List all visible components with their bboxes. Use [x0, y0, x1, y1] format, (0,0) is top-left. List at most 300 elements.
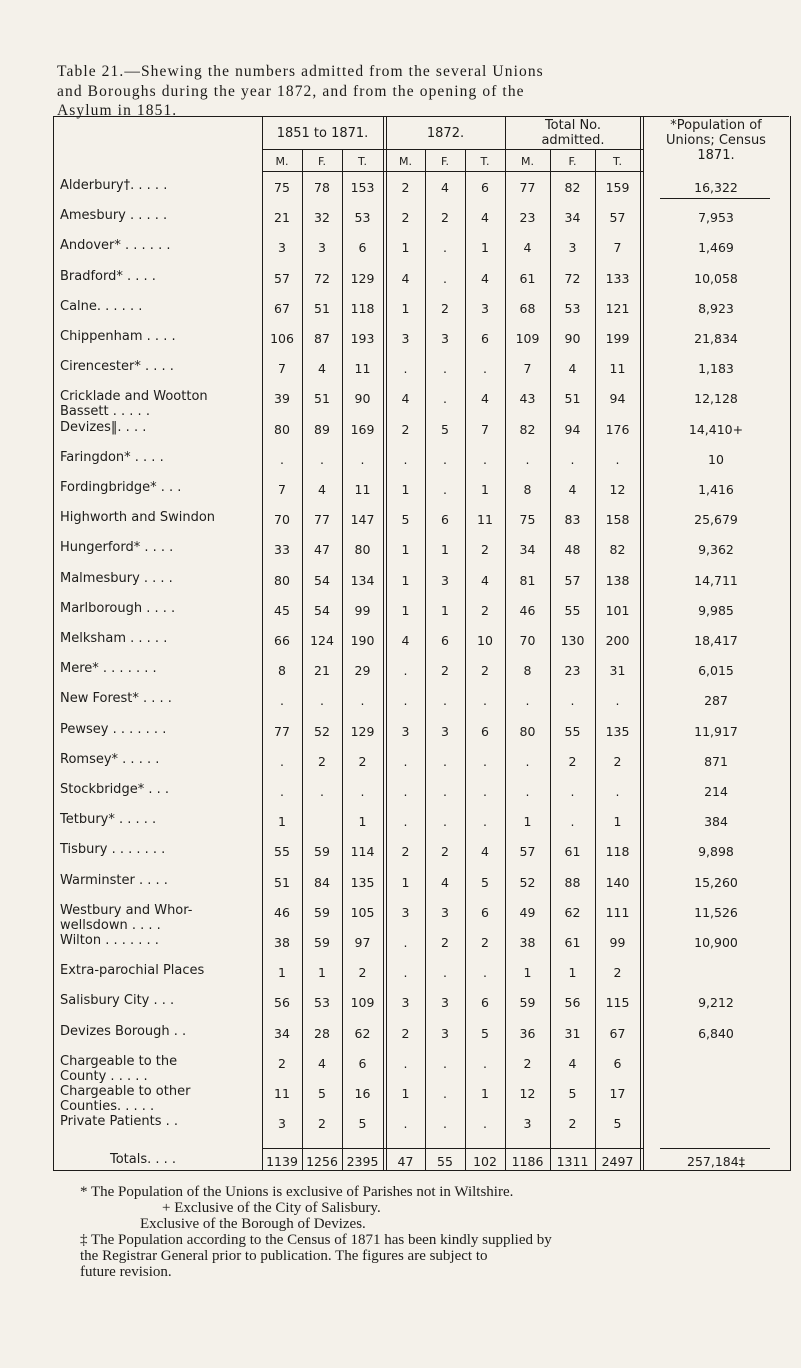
count-cell: 21: [274, 210, 290, 226]
count-cell: 101: [605, 602, 630, 618]
row-label: Tetbury* . . . . .: [60, 812, 157, 828]
count-cell: 1: [523, 965, 532, 981]
table-row: [0, 903, 801, 933]
count-cell: 48: [564, 542, 581, 558]
count-cell: .: [443, 1086, 447, 1101]
population-cell: 12,128: [694, 391, 738, 407]
count-cell: 52: [519, 874, 536, 890]
count-cell: 11: [354, 482, 371, 497]
row-label: Cricklade and Wootton Bassett . . . . .: [60, 389, 208, 420]
count-cell: 5: [481, 874, 489, 890]
count-cell: .: [483, 693, 487, 709]
count-cell: 158: [605, 512, 630, 528]
count-cell: 1: [278, 814, 286, 830]
count-cell: 1: [401, 482, 410, 497]
count-cell: 61: [564, 844, 581, 860]
count-cell: 134: [350, 572, 375, 588]
table-row: [0, 389, 801, 419]
count-cell: 8: [523, 482, 532, 497]
table-row: [0, 571, 801, 601]
table-row: [0, 842, 801, 872]
row-label: Devizes‖. . . .: [60, 419, 147, 435]
count-cell: 1: [318, 965, 326, 981]
row-label: Warminster . . . .: [60, 872, 168, 888]
count-cell: .: [483, 965, 487, 981]
count-cell: .: [615, 693, 620, 709]
count-cell: 87: [314, 331, 330, 346]
count-cell: 99: [609, 935, 626, 950]
count-cell: 77: [274, 723, 290, 739]
count-cell: 6: [481, 995, 489, 1011]
count-cell: 52: [314, 723, 330, 739]
count-cell: 130: [560, 633, 585, 648]
count-cell: 80: [274, 572, 290, 588]
count-cell: 31: [609, 663, 626, 679]
count-cell: .: [403, 1055, 408, 1071]
count-cell: .: [403, 814, 408, 830]
count-cell: 111: [605, 904, 630, 920]
table-row: [0, 450, 801, 480]
count-cell: 51: [564, 391, 581, 407]
count-cell: 4: [401, 270, 410, 286]
count-cell: 153: [350, 180, 375, 195]
population-cell: 10,058: [694, 270, 738, 286]
count-cell: 129: [350, 270, 375, 286]
count-cell: 4: [401, 633, 410, 648]
population-cell: 6,840: [698, 1025, 734, 1041]
count-cell: 6: [441, 512, 449, 528]
count-cell: .: [403, 753, 408, 769]
footnotes: [80, 1184, 780, 1280]
count-cell: 99: [354, 602, 371, 618]
count-cell: 4: [568, 361, 577, 377]
table-row: [0, 722, 801, 752]
count-cell: 54: [314, 602, 330, 618]
table-row: [0, 782, 801, 812]
table-row: [0, 420, 801, 450]
population-cell: 14,410+: [688, 421, 744, 437]
count-cell: .: [403, 693, 408, 709]
count-cell: .: [483, 753, 487, 769]
population-cell: 16,322: [694, 180, 738, 195]
count-cell: 2: [613, 753, 622, 769]
population-cell: 214: [704, 784, 728, 799]
count-cell: 159: [605, 180, 630, 195]
count-cell: 55: [564, 602, 581, 618]
count-cell: 34: [519, 542, 536, 558]
count-cell: 11: [477, 512, 493, 528]
count-cell: 4: [318, 1055, 326, 1071]
count-cell: 61: [564, 935, 581, 950]
count-cell: 1: [401, 240, 410, 256]
count-cell: 2: [523, 1055, 532, 1071]
count-cell: 1: [441, 602, 449, 618]
count-cell: 51: [314, 300, 330, 316]
count-cell: .: [615, 451, 620, 467]
row-label: Devizes Borough . .: [60, 1023, 187, 1039]
population-cell: 10,900: [694, 935, 738, 950]
count-cell: .: [403, 935, 408, 950]
count-cell: 47: [397, 1154, 414, 1169]
count-cell: 46: [274, 904, 290, 920]
count-cell: .: [443, 482, 447, 497]
count-cell: 72: [314, 270, 330, 286]
population-cell: 25,679: [694, 512, 738, 528]
count-cell: 5: [568, 1086, 577, 1101]
row-label: Andover* . . . . . .: [60, 238, 171, 254]
count-cell: 2: [613, 965, 622, 981]
count-cell: 32: [314, 210, 330, 226]
count-cell: .: [483, 451, 487, 467]
count-cell: 6: [358, 240, 367, 256]
count-cell: 3: [441, 723, 449, 739]
count-cell: 67: [274, 300, 290, 316]
count-cell: 29: [354, 663, 371, 679]
count-cell: 12: [609, 482, 626, 497]
count-cell: 1: [481, 482, 489, 497]
row-label: Hungerford* . . . .: [60, 540, 174, 556]
count-cell: 56: [564, 995, 581, 1011]
table-row: [0, 661, 801, 691]
table-row: [0, 601, 801, 631]
count-cell: .: [443, 814, 447, 830]
count-cell: 59: [314, 844, 330, 860]
count-cell: 80: [274, 421, 290, 437]
count-cell: .: [443, 361, 447, 377]
count-cell: 55: [564, 723, 581, 739]
count-cell: 11: [354, 361, 371, 377]
count-cell: 88: [564, 874, 581, 890]
count-cell: .: [483, 784, 487, 799]
count-cell: 4: [318, 361, 326, 377]
count-cell: 2: [441, 844, 449, 860]
count-cell: .: [483, 361, 487, 377]
count-cell: 90: [354, 391, 371, 407]
count-cell: 2: [358, 753, 367, 769]
row-label: Alderbury†. . . . .: [60, 178, 168, 193]
totals-row: [0, 1152, 801, 1182]
count-cell: .: [360, 451, 365, 467]
count-cell: 6: [481, 180, 489, 195]
count-cell: 53: [354, 210, 371, 226]
count-cell: 70: [274, 512, 290, 528]
header-1851-1871: 1851 to 1871.: [276, 126, 369, 141]
count-cell: 124: [310, 633, 334, 648]
count-cell: 3: [441, 331, 449, 346]
count-cell: .: [443, 965, 447, 981]
count-cell: 2: [318, 753, 326, 769]
count-cell: 1: [568, 965, 577, 981]
count-cell: 80: [354, 542, 371, 558]
count-cell: 199: [605, 331, 630, 346]
table-row: [0, 631, 801, 661]
count-cell: 57: [274, 270, 290, 286]
count-cell: .: [403, 965, 408, 981]
count-cell: 57: [609, 210, 626, 226]
count-cell: .: [320, 693, 324, 709]
count-cell: 2: [401, 180, 410, 195]
count-cell: 3: [401, 995, 410, 1011]
count-cell: 31: [564, 1025, 581, 1041]
population-cell: 1,183: [698, 361, 734, 377]
population-cell: 384: [704, 814, 728, 830]
row-label: Stockbridge* . . .: [60, 782, 169, 797]
count-cell: 23: [519, 210, 536, 226]
count-cell: 23: [564, 663, 581, 679]
population-cell: 1,416: [698, 482, 734, 497]
population-cell: 10: [708, 451, 724, 467]
population-cell: 11,526: [694, 904, 738, 920]
table-row: [0, 178, 801, 208]
row-label: Calne. . . . . .: [60, 298, 143, 314]
count-cell: 2395: [346, 1154, 379, 1169]
count-cell: 80: [519, 723, 536, 739]
table-caption: [57, 62, 787, 121]
count-cell: 51: [314, 391, 330, 407]
count-cell: 57: [519, 844, 536, 860]
count-cell: .: [483, 814, 487, 830]
count-cell: 109: [350, 995, 375, 1011]
header-m: M.: [521, 155, 534, 168]
row-label: Chippenham . . . .: [60, 329, 176, 344]
count-cell: 39: [274, 391, 290, 407]
count-cell: 6: [613, 1055, 622, 1071]
count-cell: 109: [515, 331, 540, 346]
count-cell: 118: [350, 300, 375, 316]
count-cell: .: [443, 1055, 447, 1071]
count-cell: 94: [609, 391, 626, 407]
header-f: F.: [440, 155, 450, 168]
row-label: Tisbury . . . . . . .: [60, 842, 166, 858]
row-label: Private Patients . .: [60, 1114, 179, 1130]
count-cell: 1: [401, 300, 410, 316]
count-cell: .: [443, 1116, 447, 1132]
count-cell: 77: [314, 512, 330, 528]
count-cell: 3: [568, 240, 577, 256]
count-cell: 4: [441, 874, 449, 890]
count-cell: 2: [481, 663, 489, 679]
header-t: T.: [358, 155, 367, 168]
table-row: [0, 329, 801, 359]
count-cell: .: [570, 814, 575, 830]
count-cell: 4: [481, 210, 489, 226]
count-cell: 78: [314, 180, 330, 195]
count-cell: 8: [523, 663, 532, 679]
count-cell: 115: [605, 995, 630, 1011]
count-cell: 176: [605, 421, 630, 437]
count-cell: 3: [401, 723, 410, 739]
count-cell: .: [443, 784, 447, 799]
table-row: [0, 1084, 801, 1114]
count-cell: .: [570, 693, 575, 709]
row-label: Marlborough . . . .: [60, 600, 176, 616]
count-cell: 3: [481, 300, 489, 316]
count-cell: 4: [481, 844, 489, 860]
count-cell: 97: [354, 935, 371, 950]
count-cell: 4: [481, 270, 489, 286]
row-label: New Forest* . . . .: [60, 691, 172, 707]
row-label: Cirencester* . . . .: [60, 359, 174, 375]
count-cell: 6: [481, 723, 489, 739]
count-cell: 1: [481, 1086, 489, 1101]
count-cell: .: [403, 361, 408, 377]
count-cell: 1: [401, 542, 410, 558]
count-cell: .: [280, 784, 284, 799]
population-cell: 9,898: [698, 844, 734, 860]
header-population: *Population of Unions; Census 1871.: [666, 118, 766, 163]
count-cell: 57: [564, 572, 581, 588]
population-cell: 9,985: [698, 602, 734, 618]
caption-line-3: Asylum in 1851.: [57, 102, 178, 119]
row-label: Romsey* . . . . .: [60, 751, 160, 767]
count-cell: 6: [441, 633, 449, 648]
row-label: Chargeable to other Counties. . . . .: [60, 1084, 191, 1114]
count-cell: 8: [278, 663, 286, 679]
count-cell: 106: [270, 331, 294, 346]
population-cell: 14,711: [694, 572, 738, 588]
population-cell: 287: [704, 693, 728, 709]
count-cell: 4: [318, 482, 326, 497]
footnote-1: * The Population of the Unions is exclusive of Parishes not in Wiltshire.: [80, 1184, 514, 1200]
count-cell: .: [320, 451, 324, 467]
row-label: Pewsey . . . . . . .: [60, 721, 167, 737]
count-cell: .: [483, 1116, 487, 1132]
count-cell: 169: [350, 421, 375, 437]
count-cell: 1: [358, 814, 367, 830]
table-row: [0, 752, 801, 782]
count-cell: 82: [564, 180, 581, 195]
count-cell: 1: [401, 1086, 410, 1101]
count-cell: 67: [609, 1025, 626, 1041]
count-cell: 3: [441, 904, 449, 920]
population-cell: 9,212: [698, 995, 734, 1011]
header-t: T.: [480, 155, 490, 168]
count-cell: 53: [314, 995, 330, 1011]
count-cell: 11: [609, 361, 626, 377]
population-cell: 6,015: [698, 663, 734, 679]
count-cell: 1311: [556, 1154, 589, 1169]
population-cell: 11,917: [694, 723, 738, 739]
count-cell: 133: [605, 270, 630, 286]
count-cell: 118: [605, 844, 630, 860]
count-cell: 7: [278, 482, 286, 497]
count-cell: 193: [350, 331, 375, 346]
count-cell: 138: [605, 572, 630, 588]
population-cell: 8,923: [698, 300, 734, 316]
count-cell: 5: [401, 512, 410, 528]
count-cell: 5: [441, 421, 449, 437]
count-cell: 59: [314, 904, 330, 920]
count-cell: .: [280, 451, 284, 467]
count-cell: .: [570, 784, 575, 799]
count-cell: 2: [358, 965, 367, 981]
footnote-4: ‡ The Population according to the Census of 1871 has been kindly supplied by the Registrar General prior to publication. The figures are subject to future revision.: [80, 1232, 552, 1280]
table-row: [0, 1024, 801, 1054]
table-row: [0, 1114, 801, 1144]
count-cell: .: [615, 784, 620, 799]
count-cell: 2: [441, 935, 449, 950]
count-cell: 28: [314, 1025, 330, 1041]
count-cell: 2: [441, 210, 449, 226]
count-cell: 38: [274, 935, 290, 950]
count-cell: 1: [441, 542, 449, 558]
totals-rule: [262, 1148, 643, 1149]
table-row: [0, 208, 801, 238]
count-cell: .: [525, 753, 530, 769]
count-cell: 7: [613, 240, 622, 256]
count-cell: .: [403, 1116, 408, 1132]
count-cell: 1: [278, 965, 286, 981]
footnote-3: Exclusive of the Borough of Devizes.: [140, 1216, 366, 1232]
row-label: Westbury and Whor- wellsdown . . . .: [60, 902, 193, 933]
count-cell: 3: [441, 1025, 449, 1041]
row-label: Highworth and Swindon: [60, 510, 216, 526]
count-cell: 70: [519, 633, 536, 648]
count-cell: 2: [401, 1025, 410, 1041]
count-cell: 34: [564, 210, 581, 226]
count-cell: 49: [519, 904, 536, 920]
population-cell: 871: [704, 753, 728, 769]
count-cell: 147: [350, 512, 375, 528]
table-row: [0, 480, 801, 510]
count-cell: 6: [481, 331, 489, 346]
row-label: Chargeable to the County . . . . .: [60, 1053, 178, 1084]
table-row: [0, 510, 801, 540]
count-cell: .: [443, 391, 447, 407]
count-cell: 89: [314, 421, 330, 437]
count-cell: 83: [564, 512, 581, 528]
population-cell: 257,184‡: [687, 1154, 745, 1169]
header-m: M.: [399, 155, 412, 168]
count-cell: 43: [519, 391, 536, 407]
count-cell: 135: [350, 874, 375, 890]
count-cell: .: [360, 784, 365, 799]
count-cell: 72: [564, 270, 581, 286]
count-cell: 1256: [306, 1154, 338, 1169]
count-cell: 4: [401, 391, 410, 407]
population-cell: 7,953: [698, 210, 734, 226]
count-cell: 81: [519, 572, 536, 588]
count-cell: 55: [274, 844, 290, 860]
count-cell: 1186: [511, 1154, 544, 1169]
count-cell: 3: [441, 572, 449, 588]
footnote-2: + Exclusive of the City of Salisbury.: [162, 1200, 381, 1216]
caption-line-2: and Boroughs during the year 1872, and from the opening of the: [57, 82, 525, 100]
header-m: M.: [275, 155, 289, 168]
header-1872: 1872.: [426, 126, 465, 141]
count-cell: 4: [481, 572, 489, 588]
header-t: T.: [613, 155, 622, 168]
count-cell: 4: [481, 391, 489, 407]
count-cell: .: [525, 784, 530, 799]
count-cell: 1: [401, 572, 410, 588]
population-cell: 9,362: [698, 542, 734, 558]
count-cell: 3: [523, 1116, 532, 1132]
count-cell: 4: [568, 482, 577, 497]
table-row: [0, 359, 801, 389]
count-cell: 2: [441, 663, 449, 679]
count-cell: 5: [481, 1025, 489, 1041]
table-row: [0, 963, 801, 993]
table-row: [0, 269, 801, 299]
count-cell: 2: [401, 844, 410, 860]
count-cell: 53: [564, 300, 581, 316]
count-cell: 34: [274, 1025, 290, 1041]
table-row: [0, 933, 801, 963]
count-cell: 2: [441, 300, 449, 316]
count-cell: 10: [477, 633, 493, 648]
count-cell: 68: [519, 300, 536, 316]
